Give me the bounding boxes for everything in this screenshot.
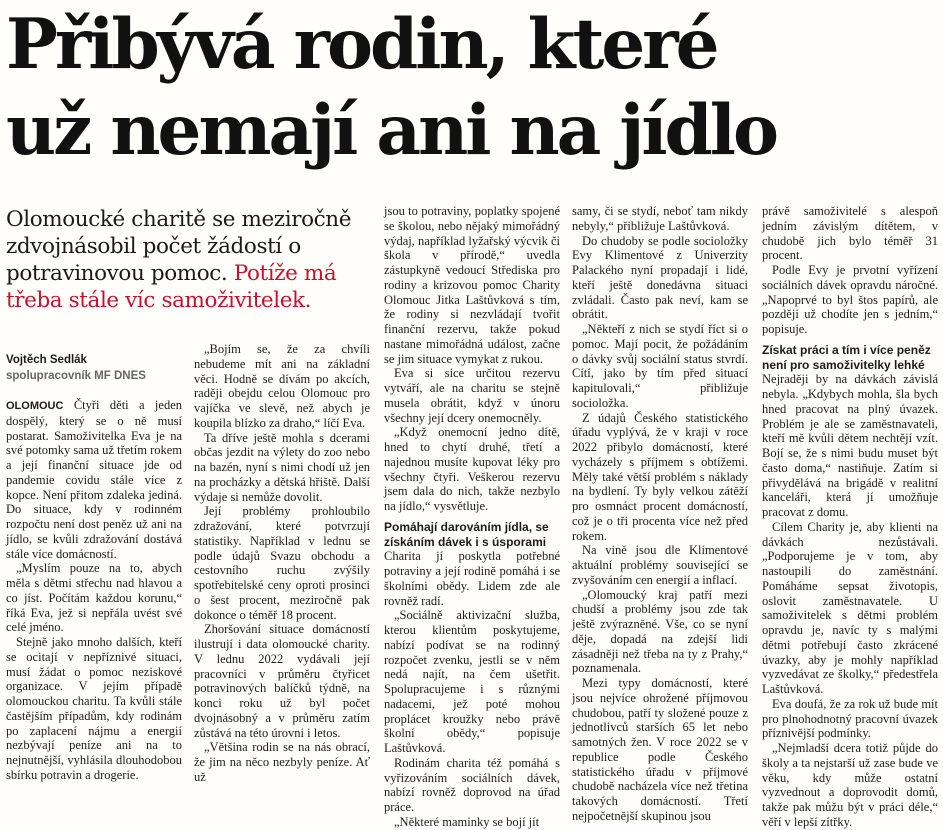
- author-name: Vojtěch Sedlák: [6, 354, 87, 366]
- article-paragraph: Podle Evy je prvotní vyřízení sociálních dávek opravdu náročné. „Napoprvé to byl štos papírů, ale později už chodíte jen s jedním,“ popisuje.: [762, 263, 938, 336]
- article-paragraph: „Většina rodin se na nás obrací, že jim na něco nezbyly peníze. Ať už: [194, 740, 370, 784]
- byline: [6, 352, 186, 384]
- article-paragraph: Její problémy prohloubilo zdražování, které potvrzují statistiky. Například v lednu se podle údajů Svazu obchodu a cestovního ruchu zvýšily spotřebitelské ceny oproti prosinci o šest procent, meziročně pak dokonce o téměř 18 procent.: [194, 504, 370, 622]
- article-column-3: [384, 204, 560, 830]
- article-paragraph: Do chudoby se podle socioložky Evy Klimentové z Univerzity Palackého nyní propadají i lidé, kteří ještě donedávna situaci zvládali. Často pak neví, kam se obrátit.: [572, 233, 748, 322]
- headline-line-1: Přibývá rodin, které: [6, 4, 717, 85]
- article-column-1: [6, 398, 182, 783]
- article-paragraph: právě samoživitelé s alespoň jedním závislým dítětem, v chudobě jich bylo téměř 31 procent.: [762, 204, 938, 263]
- lead-paragraph: [6, 206, 374, 314]
- author-role: spolupracovník MF DNES: [6, 370, 146, 382]
- article-column-2: [194, 342, 370, 785]
- section-subheading: Pomáhají darováním jídla, se získáním dávek i s úsporami: [384, 519, 549, 549]
- article-paragraph: Eva doufá, že za rok už bude mít pro plnohodnotný pracovní úvazek příznivější podmínky.: [762, 696, 938, 741]
- article-paragraph: Ta dříve ještě mohla s dcerami občas jezdit na výlety do zoo nebo na bazén, nyní s nimi chodí už jen na procházky a dětská hřiště. Další výdaje si nemůže dovolit.: [194, 430, 370, 504]
- article-paragraph: Charita jí poskytla potřebné potraviny a její rodině pomáhá i se školními obědy. Lidem zde ale rovněž radí.: [384, 549, 560, 608]
- article-paragraph: „Nejmladší dcera totiž půjde do školy a ta nejstarší už zase bude ve věku, kdy může ostatní vyzvednout a doprovodit domů, takže pak můžu být v práci déle,“ věří v lepší zítřky.: [762, 741, 938, 829]
- article-paragraph: [6, 398, 182, 561]
- article-paragraph: Rodinám charita též pomáhá s vyřizováním sociálních dávek, nabízí rovněž doprovod na úřad práce.: [384, 755, 560, 814]
- article-column-5: [762, 204, 938, 830]
- paragraph-text: Čtyři děti a jeden dospělý, který se o ně musí postarat. Samoživitelka Eva je na své potomky sama už třetím rokem a její finanční situace jde od pandemie covidu stále více z kopce. Není přitom zdaleka jediná. Do situace, kdy v rodinném rozpočtu není dost peněz už ani na jídlo, se kvůli zdražování dostává stále více domácností.: [6, 398, 183, 561]
- article-paragraph: „Bojím se, že za chvíli nebudeme mít ani na základní věci. Hodně se dívám po akcích, raději obejdu celou Olomouc pro vajíčka ve slevě, než abych je koupila blízko za draho,“ líčí Eva.: [194, 342, 370, 430]
- article-paragraph: „Někteří z nich se stydí říct si o pomoc. Mají pocit, že požádáním o dávky svůj sociální status stvrdí. Cítí, jako by tím před situací kapitulovali,“ přibližuje socioložka.: [572, 322, 748, 410]
- article-paragraph: „Když onemocní jedno dítě, hned to chytí druhé, třetí a najednou musíte kupovat léky pro všechny čtyři. Veškerou rezervu jsem dala do nich, takže nezbylo na jídlo,“ vysvětluje.: [384, 425, 560, 513]
- lead-accent: Potíže má třeba stále víc samoživitelek.: [6, 261, 337, 313]
- article-paragraph: Zhoršování situace domácností ilustrují i data olomoucké charity. V lednu 2022 vydávali její pracovníci v průměru čtyřicet potravinových balíčků týdně, na konci roku už byl počet dvojnásobný a v průměru zatím zůstává na této úrovni i letos.: [194, 622, 370, 740]
- article-paragraph: „Některé maminky se bojí jít: [394, 814, 540, 829]
- dateline: OLOMOUC: [6, 400, 64, 412]
- section-subheading: Získat práci a tím i více peněz není pro samoživitelky lehké: [762, 342, 931, 372]
- article-paragraph: Z údajů Českého statistického úřadu vyplývá, že v kraji v roce 2022 přibylo domácností, které vycházely s příjmem s obtížemi. Měly také větší problém s náklady na bydlení. Ty byly velkou zátěží pro osmnáct procent domácností, což je o tři procenta více než před rokem.: [572, 410, 748, 543]
- article-paragraph: „Sociálně aktivizační služba, kterou klientům poskytujeme, nabízí podívat se na rodinný rozpočet zvenku, jestli se v něm nedá najít, na čem ušetřit. Spolupracujeme i s různými nadacemi, jež poté mohou proplácet kroužky nebo právě školní obědy,“ popisuje Laštůvková.: [384, 608, 560, 755]
- article-paragraph: Stejně jako mnoho dalších, kteří se ocitají v nepříznivé situaci, musí žádat o pomoc neziskové organizace. V jejím případě olomouckou charitu. Ta kvůli stále častějším případům, kdy rodinám po zaplacení nájmu a energií nezbývají peníze ani na to nejnutnější, vyhlásila dlouhodobou sbírku potravin a drogerie.: [6, 635, 182, 782]
- article-paragraph: samy, či se stydí, neboť tam nikdy nebyly,“ přibližuje Laštůvková.: [572, 204, 748, 233]
- article-paragraph: Na vině jsou dle Klimentové aktuální problémy související se zvyšováním cen energií a inflací.: [572, 543, 748, 587]
- headline: [6, 2, 936, 174]
- article-paragraph: „Olomoucký kraj patří mezi chudší a problémy jsou zde tak ještě zvýrazněné. Vše, co se nyní děje, dopadá na zdejší lidi zásadněji než třeba na ty z Prahy,“ poznamenala.: [572, 587, 748, 676]
- article-paragraph: Eva si sice určitou rezervu vytváří, ale na charitu se stejně musela obrátit, když v únoru všechny její dcery onemocněly.: [384, 366, 560, 425]
- headline-line-2: už nemají ani na jídlo: [6, 90, 777, 171]
- article-column-4: [572, 204, 748, 824]
- article-paragraph: Nejraději by na dávkách závislá nebyla. „Kdybych mohla, šla bych hned pracovat na plný úvazek. Problém je ale se zaměstnavateli, kteří mě kvůli dětem nechtějí vzít. Bojí se, že s nimi budu muset být často doma,“ nastiňuje. Zatím si přivydělává na brigádě v realitní kanceláři, která jí umožňuje pracovat z domu.: [762, 372, 938, 519]
- article-paragraph: jsou to potraviny, poplatky spojené se školou, nebo nějaký mimořádný výdaj, například lyžařský výcvik či škola v přírodě,“ uvedla zástupkyně vedoucí Střediska pro rodiny a krizovou pomoc Charity Olomouc Jitka Laštůvková s tím, že rodiny si nezvládají tvořit finanční rezervu, takže pokud nastane mimořádná událost, začne se jim situace vymykat z rukou.: [384, 204, 560, 366]
- article-paragraph: Mezi typy domácností, které jsou nejvíce ohrožené příjmovou chudobou, patří ty složené pouze z jednotlivců starších 65 let nebo samotných žen. V roce 2022 se v republice podle Českého statistického úřadu v příjmové chudobě nacházela více než třetina takových domácností. Třetí nejpočetnější skupinou jsou: [572, 676, 748, 823]
- article-paragraph: „Myslím pouze na to, abych měla s dětmi střechu nad hlavou a co jíst. Počítám každou korunu,“ říká Eva, jež si nepřála uvést své celé jméno.: [6, 561, 182, 635]
- lead-main: Olomoucké charitě se meziročně zdvojnásobil počet žádostí o potravinovou pomoc.: [6, 207, 352, 286]
- article-paragraph: Cílem Charity je, aby klienti na dávkách nezůstávali. „Podporujeme je v tom, aby nastoupili do zaměstnání. Pomáháme sepsat životopis, oslovit zaměstnavatele. U samoživitelek s dětmi problém opravdu je, navíc ty s malými dětmi potřebují často zkrácené úvazky, aby je mohly například vyzvedávat ze školky,“ předestřela Laštůvková.: [762, 519, 938, 696]
